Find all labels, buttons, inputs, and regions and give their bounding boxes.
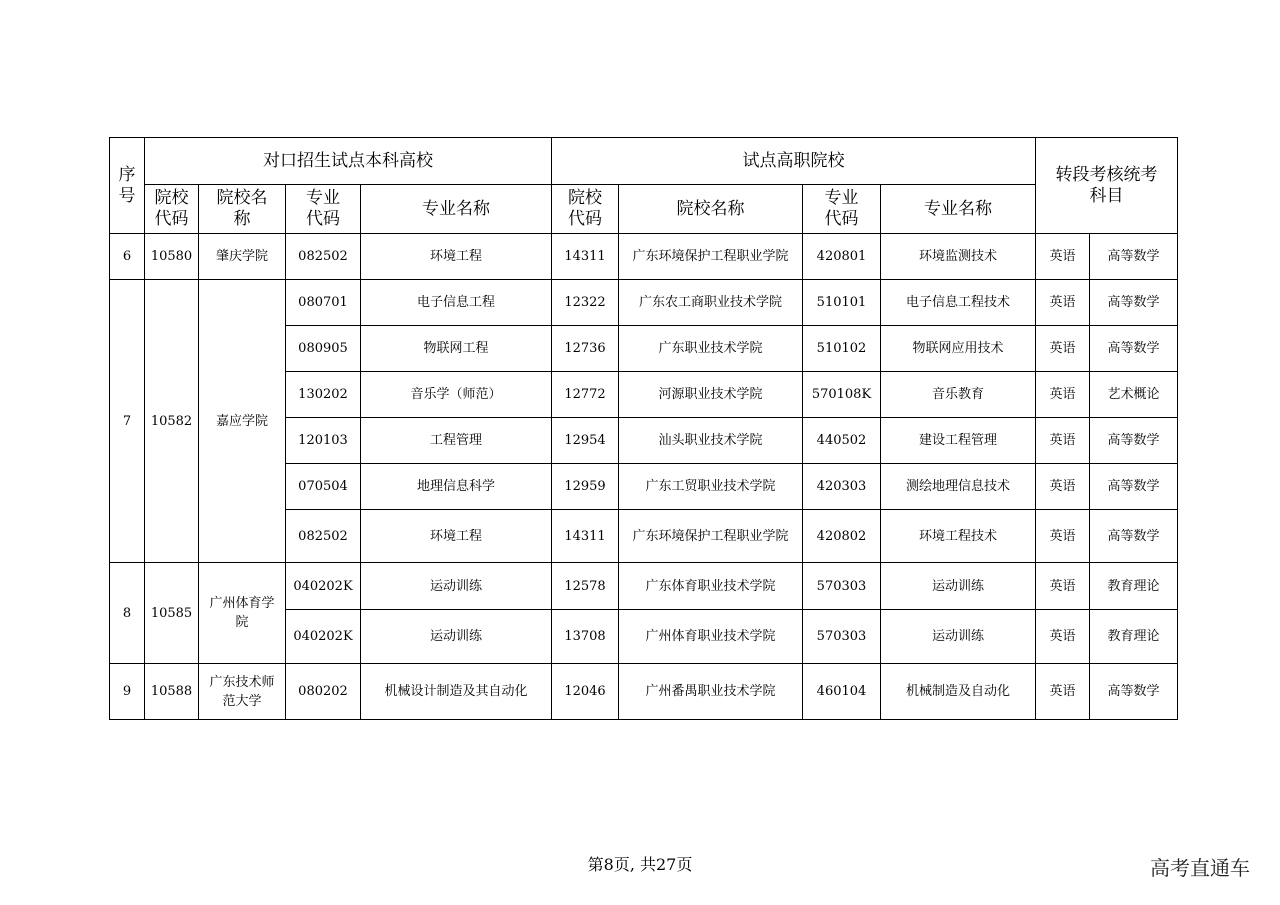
voc-name-cell: 河源职业技术学院 (619, 372, 803, 418)
school-name-cell: 嘉应学院 (199, 280, 286, 563)
voc-code-cell: 14311 (552, 234, 619, 280)
voc-code-cell: 12736 (552, 326, 619, 372)
voc-major-code-cell: 570303 (803, 610, 881, 664)
voc-major-name-cell: 运动训练 (881, 610, 1036, 664)
seq-cell: 8 (110, 563, 145, 664)
voc-major-code-cell: 420303 (803, 464, 881, 510)
subject2-cell: 高等数学 (1090, 326, 1178, 372)
subject1-cell: 英语 (1036, 464, 1090, 510)
school-code-cell: 10582 (145, 280, 199, 563)
voc-major-name-cell: 环境监测技术 (881, 234, 1036, 280)
subject2-cell: 艺术概论 (1090, 372, 1178, 418)
major-name-cell: 运动训练 (361, 610, 552, 664)
header-undergrad-group: 对口招生试点本科高校 (145, 138, 552, 185)
header-voc-major-code: 专业代码 (803, 185, 881, 234)
major-name-cell: 环境工程 (361, 510, 552, 563)
table-row (110, 563, 1178, 610)
subject1-cell: 英语 (1036, 510, 1090, 563)
major-name-cell: 机械设计制造及其自动化 (361, 664, 552, 720)
voc-major-name-cell: 运动训练 (881, 563, 1036, 610)
major-code-cell: 130202 (286, 372, 361, 418)
header-school-name: 院校名称 (199, 185, 286, 234)
voc-code-cell: 13708 (552, 610, 619, 664)
subject1-cell: 英语 (1036, 563, 1090, 610)
table-row (110, 280, 1178, 326)
voc-code-cell: 12959 (552, 464, 619, 510)
subject2-cell: 教育理论 (1090, 563, 1178, 610)
voc-name-cell: 广州番禺职业技术学院 (619, 664, 803, 720)
major-code-cell: 080905 (286, 326, 361, 372)
subject2-cell: 高等数学 (1090, 418, 1178, 464)
school-name-cell: 广州体育学院 (199, 563, 286, 664)
subject2-cell: 高等数学 (1090, 510, 1178, 563)
header-voc-school-code: 院校代码 (552, 185, 619, 234)
major-name-cell: 环境工程 (361, 234, 552, 280)
table-body (110, 234, 1178, 720)
voc-major-code-cell: 510101 (803, 280, 881, 326)
subject1-cell: 英语 (1036, 326, 1090, 372)
voc-name-cell: 广东工贸职业技术学院 (619, 464, 803, 510)
voc-major-name-cell: 环境工程技术 (881, 510, 1036, 563)
header-major-name: 专业名称 (361, 185, 552, 234)
subject2-cell: 高等数学 (1090, 464, 1178, 510)
voc-major-code-cell: 510102 (803, 326, 881, 372)
voc-major-name-cell: 音乐教育 (881, 372, 1036, 418)
voc-code-cell: 12046 (552, 664, 619, 720)
major-name-cell: 电子信息工程 (361, 280, 552, 326)
major-name-cell: 音乐学（师范） (361, 372, 552, 418)
header-voc-school-name: 院校名称 (619, 185, 803, 234)
major-code-cell: 040202K (286, 563, 361, 610)
school-name-cell: 广东技术师范大学 (199, 664, 286, 720)
subject1-cell: 英语 (1036, 610, 1090, 664)
voc-code-cell: 12954 (552, 418, 619, 464)
seq-cell: 6 (110, 234, 145, 280)
subject2-cell: 高等数学 (1090, 664, 1178, 720)
admission-table (109, 137, 1178, 720)
voc-major-name-cell: 机械制造及自动化 (881, 664, 1036, 720)
header-voc-major-name: 专业名称 (881, 185, 1036, 234)
school-name-cell: 肇庆学院 (199, 234, 286, 280)
table-header (110, 138, 1178, 234)
voc-major-name-cell: 建设工程管理 (881, 418, 1036, 464)
school-code-cell: 10580 (145, 234, 199, 280)
voc-name-cell: 广东环境保护工程职业学院 (619, 234, 803, 280)
major-code-cell: 040202K (286, 610, 361, 664)
header-vocational-group: 试点高职院校 (552, 138, 1036, 185)
header-school-code: 院校代码 (145, 185, 199, 234)
seq-cell: 9 (110, 664, 145, 720)
voc-name-cell: 广州体育职业技术学院 (619, 610, 803, 664)
major-code-cell: 082502 (286, 234, 361, 280)
subject1-cell: 英语 (1036, 280, 1090, 326)
voc-name-cell: 汕头职业技术学院 (619, 418, 803, 464)
voc-code-cell: 12578 (552, 563, 619, 610)
header-seq: 序号 (110, 138, 145, 234)
voc-name-cell: 广东农工商职业技术学院 (619, 280, 803, 326)
subject1-cell: 英语 (1036, 418, 1090, 464)
major-name-cell: 工程管理 (361, 418, 552, 464)
major-name-cell: 地理信息科学 (361, 464, 552, 510)
table-row (110, 234, 1178, 280)
subject2-cell: 教育理论 (1090, 610, 1178, 664)
voc-code-cell: 12772 (552, 372, 619, 418)
page-number: 第8页, 共27页 (587, 855, 693, 874)
major-name-cell: 物联网工程 (361, 326, 552, 372)
header-exam-subjects: 转段考核统考科目 (1036, 138, 1178, 234)
voc-major-code-cell: 420801 (803, 234, 881, 280)
voc-major-code-cell: 420802 (803, 510, 881, 563)
voc-major-code-cell: 570108K (803, 372, 881, 418)
subject1-cell: 英语 (1036, 372, 1090, 418)
voc-major-name-cell: 测绘地理信息技术 (881, 464, 1036, 510)
header-major-code: 专业代码 (286, 185, 361, 234)
seq-cell: 7 (110, 280, 145, 563)
voc-major-name-cell: 电子信息工程技术 (881, 280, 1036, 326)
voc-name-cell: 广东职业技术学院 (619, 326, 803, 372)
major-name-cell: 运动训练 (361, 563, 552, 610)
major-code-cell: 082502 (286, 510, 361, 563)
subject2-cell: 高等数学 (1090, 280, 1178, 326)
major-code-cell: 120103 (286, 418, 361, 464)
table-row (110, 664, 1178, 720)
voc-major-code-cell: 460104 (803, 664, 881, 720)
subject2-cell: 高等数学 (1090, 234, 1178, 280)
voc-code-cell: 14311 (552, 510, 619, 563)
major-code-cell: 080202 (286, 664, 361, 720)
voc-major-code-cell: 440502 (803, 418, 881, 464)
subject1-cell: 英语 (1036, 664, 1090, 720)
major-code-cell: 080701 (286, 280, 361, 326)
school-code-cell: 10585 (145, 563, 199, 664)
watermark: 高考直通车 (1150, 856, 1250, 880)
school-code-cell: 10588 (145, 664, 199, 720)
major-code-cell: 070504 (286, 464, 361, 510)
subject1-cell: 英语 (1036, 234, 1090, 280)
voc-name-cell: 广东环境保护工程职业学院 (619, 510, 803, 563)
voc-major-name-cell: 物联网应用技术 (881, 326, 1036, 372)
voc-code-cell: 12322 (552, 280, 619, 326)
voc-major-code-cell: 570303 (803, 563, 881, 610)
voc-name-cell: 广东体育职业技术学院 (619, 563, 803, 610)
